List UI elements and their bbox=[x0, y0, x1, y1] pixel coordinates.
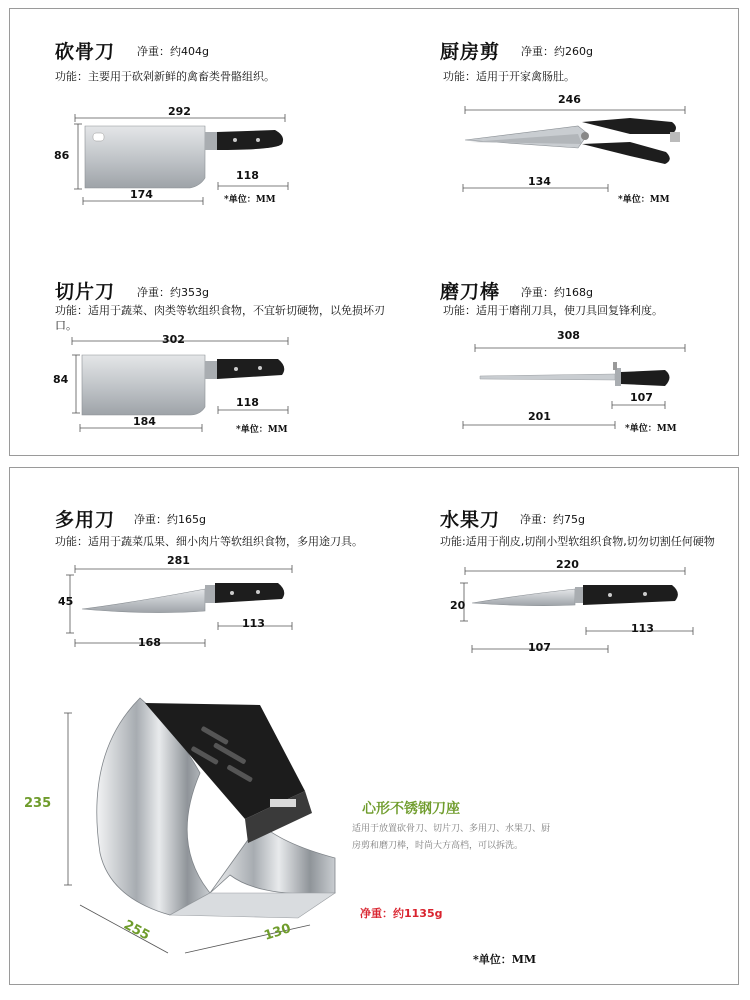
dimension-blade: 174 bbox=[130, 188, 153, 201]
unit-note: *单位：MM bbox=[473, 953, 537, 966]
product-weight: 净重：约260g bbox=[521, 45, 593, 58]
product-weight: 净重：约168g bbox=[521, 286, 593, 299]
dimension-length: 302 bbox=[162, 333, 185, 346]
sharpening-rod-image bbox=[460, 334, 700, 429]
dimension-blade: 107 bbox=[528, 641, 551, 654]
unit-note: *单位：MM bbox=[618, 195, 670, 205]
unit-note: *单位：MM bbox=[224, 195, 276, 205]
dimension-handle: 118 bbox=[236, 396, 259, 409]
product-function: 功能:适用于削皮,切削小型软组织食物,切勿切割任何硬物 bbox=[440, 535, 715, 548]
dimension-handle: 118 bbox=[236, 169, 259, 182]
product-title: 磨刀棒 bbox=[440, 281, 501, 303]
dimension-handle: 113 bbox=[242, 617, 265, 630]
product-function: 功能：适用于开家禽肠肚。 bbox=[443, 70, 575, 83]
dimension-rod: 201 bbox=[528, 410, 551, 423]
dimension-height: 45 bbox=[58, 595, 74, 608]
product-title: 厨房剪 bbox=[440, 41, 501, 63]
dimension-height: 20 bbox=[450, 599, 466, 612]
product-title: 切片刀 bbox=[55, 281, 116, 303]
fruit-knife-image bbox=[450, 563, 700, 658]
product-function: 功能：主要用于砍剁新鲜的禽畜类骨骼组织。 bbox=[55, 70, 275, 83]
unit-note: *单位：MM bbox=[625, 424, 677, 434]
dimension-length: 281 bbox=[167, 554, 190, 567]
stand-width: 255 bbox=[121, 917, 153, 944]
unit-note: *单位：MM bbox=[236, 425, 288, 435]
product-title: 水果刀 bbox=[440, 509, 501, 531]
product-weight: 净重：约404g bbox=[137, 45, 209, 58]
stand-depth: 130 bbox=[262, 921, 293, 944]
stand-description: 适用于放置砍骨刀、切片刀、多用刀、水果刀、厨房剪和磨刀棒，时尚大方高档，可以拆洗。 bbox=[352, 824, 551, 851]
product-function: 功能：适用于磨削刀具，使刀具回复锋利度。 bbox=[443, 304, 663, 317]
dimension-length: 220 bbox=[556, 558, 579, 571]
dimension-handle: 113 bbox=[631, 622, 654, 635]
dimension-height: 84 bbox=[53, 373, 69, 386]
dimension-height: 86 bbox=[54, 149, 70, 162]
cleaver-image bbox=[50, 104, 300, 204]
dimension-blade: 168 bbox=[138, 636, 161, 649]
product-title: 多用刀 bbox=[55, 509, 116, 531]
product-title: 砍骨刀 bbox=[55, 41, 116, 63]
product-weight: 净重：约75g bbox=[520, 513, 585, 526]
product-weight: 净重：约165g bbox=[134, 513, 206, 526]
stand-title: 心形不锈钢刀座 bbox=[362, 801, 460, 817]
utility-knife-image bbox=[60, 563, 310, 653]
scissors-image bbox=[460, 104, 700, 194]
product-function: 功能：适用于蔬菜瓜果、细小肉片等软组织食物，多用途刀具。 bbox=[55, 535, 363, 548]
stand-height: 235 bbox=[24, 796, 52, 811]
dimension-length: 308 bbox=[557, 329, 580, 342]
product-function: 功能：适用于蔬菜、肉类等软组织食物，不宜斩切硬物，以免损坏刃口。 bbox=[55, 304, 385, 332]
top-panel bbox=[9, 8, 739, 456]
bottom-panel bbox=[9, 467, 739, 985]
dimension-handle: 107 bbox=[630, 391, 653, 404]
knife-stand-image bbox=[50, 693, 380, 973]
dimension-length: 246 bbox=[558, 93, 581, 106]
product-weight: 净重：约353g bbox=[137, 286, 209, 299]
dimension-length: 292 bbox=[168, 105, 191, 118]
dimension-blade: 184 bbox=[133, 415, 156, 428]
dimension-blade: 134 bbox=[528, 175, 551, 188]
stand-weight: 净重：约1135g bbox=[360, 907, 443, 920]
